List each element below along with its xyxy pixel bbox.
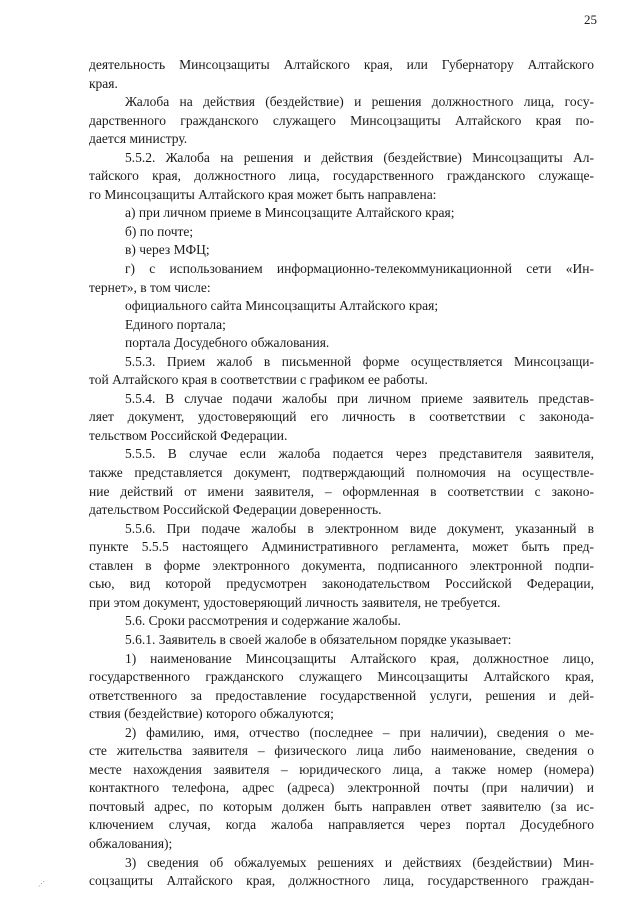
text-line: ляет документ, удостоверяющий его личность в соответствии с законода-	[89, 409, 594, 425]
text-line: ставлен в форме электронного документа, подписанного электронной подпи-	[89, 557, 594, 573]
text-line: обжалования);	[89, 835, 173, 851]
text-line: тельством Российской Федерации.	[89, 427, 288, 443]
text-line: Жалоба на действия (бездействие) и решения должностного лица, госу-	[125, 94, 594, 110]
text-line: 5.5.2. Жалоба на решения и действия (бездействие) Минсоцзащиты Ал-	[125, 149, 594, 165]
text-line: 1) наименование Минсоцзащиты Алтайского края, должностное лицо,	[125, 650, 594, 666]
text-line: 5.5.6. При подаче жалобы в электронном виде документ, указанный в	[125, 520, 594, 536]
text-line: ние действий от имени заявителя, – оформленная в соответствии с законо-	[89, 483, 594, 499]
text-line: сью, вид которой предусмотрен законодательством Российской Федерации,	[89, 576, 594, 592]
scan-artifact: ⋰	[38, 880, 45, 888]
text-line: пункте 5.5.5 настоящего Административного регламента, может быть пред-	[89, 539, 594, 555]
text-line: 3) сведения об обжалуемых решениях и действиях (бездействии) Мин-	[125, 854, 594, 870]
text-line: 5.5.4. В случае подачи жалобы при личном приеме заявитель представ-	[125, 390, 594, 406]
text-line: 5.6. Сроки рассмотрения и содержание жалобы.	[125, 613, 401, 629]
text-line: ствия (бездействие) которого обжалуются;	[89, 706, 334, 722]
text-line: 5.5.3. Прием жалоб в письменной форме осуществляется Минсоцзащи-	[125, 353, 594, 369]
text-line: контактного телефона, адрес (адреса) электронной почты (при наличии) и	[89, 780, 594, 796]
text-line: 2) фамилию, имя, отчество (последнее – при наличии), сведения о ме-	[125, 724, 594, 740]
text-line: 5.6.1. Заявитель в своей жалобе в обязательном порядке указывает:	[125, 631, 512, 647]
text-line: также представляется документ, подтверждающий полномочия на осуществле-	[89, 465, 594, 481]
text-line: ответственного за предоставление государственной услуги, решения и дей-	[89, 687, 594, 703]
text-line: го Минсоцзащиты Алтайского края может быть направлена:	[89, 186, 437, 202]
document-body	[89, 56, 594, 891]
text-line: тернет», в том числе:	[89, 279, 211, 295]
text-line: г) с использованием информационно-телекоммуникационной сети «Ин-	[125, 261, 594, 277]
text-line: соцзащиты Алтайского края, должностного лица, государственного граждан-	[89, 873, 594, 889]
text-line: дательством Российской Федерации доверенность.	[89, 502, 382, 518]
text-line: в) через МФЦ;	[125, 242, 210, 258]
text-line: б) по почте;	[125, 223, 194, 239]
text-line: дается министру.	[89, 131, 188, 147]
text-line: почтовый адрес, по которым должен быть направлен ответ заявителю (за ис-	[89, 798, 594, 814]
text-line: 5.5.5. В случае если жалоба подается через представителя заявителя,	[125, 446, 594, 462]
text-line: дарственного гражданского служащего Минсоцзащиты Алтайского края по-	[89, 112, 594, 128]
text-line: а) при личном приеме в Минсоцзащите Алтайского края;	[125, 205, 455, 221]
text-line: ключением случая, когда жалоба направляется через портал Досудебного	[89, 817, 594, 833]
text-line: при этом документ, удостоверяющий личность заявителя, не требуется.	[89, 594, 501, 610]
text-line: края.	[89, 75, 118, 91]
text-line: государственного гражданского служащего Минсоцзащиты Алтайского края,	[89, 669, 594, 685]
text-line: деятельность Минсоцзащиты Алтайского края, или Губернатору Алтайского	[89, 57, 594, 72]
text-line: тайского края, должностного лица, государственного гражданского служаще-	[89, 168, 594, 184]
page-number: 25	[584, 12, 597, 27]
text-line: официального сайта Минсоцзащиты Алтайского края;	[125, 298, 439, 314]
text-line: портала Досудебного обжалования.	[125, 335, 330, 351]
text-line: месте нахождения заявителя – юридического лица, а также номер (номера)	[89, 761, 594, 777]
text-line: сте жительства заявителя – физического лица либо наименование, сведения о	[89, 743, 594, 759]
text-line: той Алтайского края в соответствии с графиком ее работы.	[89, 372, 428, 388]
text-line: Единого портала;	[125, 316, 226, 332]
